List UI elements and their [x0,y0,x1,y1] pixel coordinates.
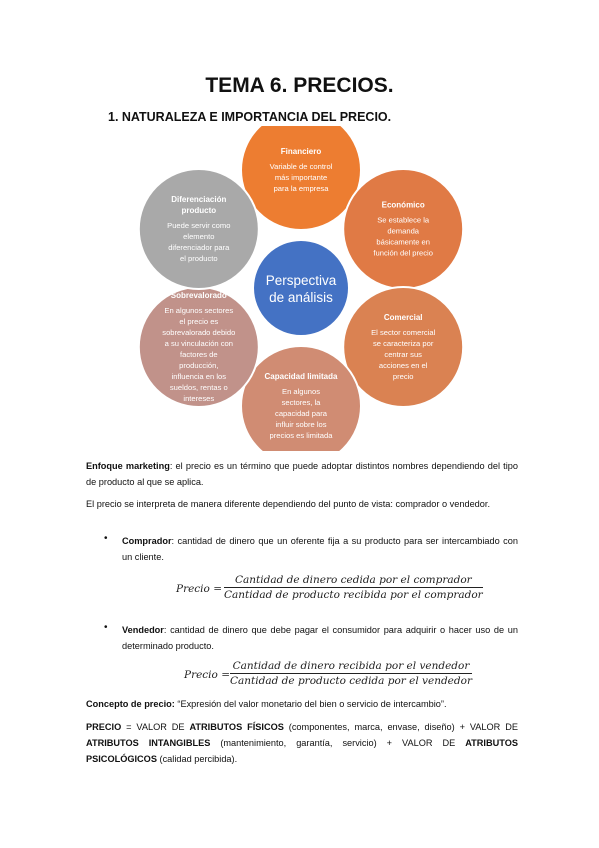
seller-text: : cantidad de dinero que debe pagar el consumidor para adquirir o hacer uso de un determinado producto. [122,625,518,651]
circle-comercial-text: centrar sus [384,350,422,359]
concept-text: “Expresión del valor monetario del bien o servicio de intercambio”. [174,699,447,709]
seller-label: Vendedor [122,625,164,635]
page-title: TEMA 6. PRECIOS. [205,74,394,97]
seller-paragraph [122,622,518,654]
circle-diferenciacion-producto-text: Puede servir como [167,221,231,230]
perspective-diagram [120,126,482,451]
circle-sobrevalorado-text: En algunos sectores [164,306,234,315]
interpretation-paragraph: El precio se interpreta de manera diferente dependiendo del punto de vista: comprador o vendedor. [86,499,491,509]
price-def-text-2: (componentes, marca, envase, diseño) + VALOR DE [283,722,518,732]
buyer-formula-lhs: Precio = [176,583,222,595]
buyer-label: Comprador [122,536,172,546]
circle-sobrevalorado-text: a su vinculación con [164,339,234,348]
circle-financiero-title: Financiero [280,147,322,156]
circle-capacidad-limitada [241,346,361,451]
circle-diferenciacion-producto [139,169,259,289]
circle-capacidad-limitada-text: influir sobre los [275,420,327,429]
circle-capacidad-limitada-text: sectores, la [281,398,321,407]
circle-capacidad-limitada-text: capacidad para [275,409,327,418]
circle-comercial-text: precio [392,372,414,381]
circle-capacidad-limitada-text: En algunos [282,387,320,396]
circle-diferenciacion-producto-title: producto [181,206,217,215]
buyer-formula-denominator: Cantidad de producto recibida por el comprador [224,589,483,601]
center-circle-shape [253,240,349,336]
circle-economico-text: demanda [387,226,420,236]
price-def-text-4: (calidad percibida). [156,754,238,764]
circle-comercial [343,287,463,407]
circle-economico [343,169,463,289]
circle-diferenciacion-producto-text: elemento [183,232,215,241]
buyer-paragraph [122,533,518,565]
seller-formula-fraction [230,660,472,687]
seller-bullet: • [104,622,108,633]
enfoque-label: Enfoque marketing [86,461,170,471]
circle-financiero-text: Variable de control [269,162,333,171]
center-circle-text: Perspectiva [265,273,337,288]
center-circle [253,240,349,336]
circle-sobrevalorado-text: producción, [179,361,219,370]
buyer-formula-fraction [224,574,483,601]
circle-financiero [241,126,361,230]
circle-economico-text: función del precio [373,248,433,258]
price-definition-paragraph [86,719,518,767]
price-def-text-3: (mantenimiento, garantía, servicio) + VALOR DE [210,738,466,748]
circle-diferenciacion-producto-title: Diferenciación [171,195,227,204]
circle-sobrevalorado-text: intereses [183,394,215,403]
price-def-term-1: PRECIO [86,722,122,732]
section-heading: 1. NATURALEZA E IMPORTANCIA DEL PRECIO. [108,110,392,124]
circle-diferenciacion-producto-text: el producto [180,254,218,263]
circle-sobrevalorado-text: sueldos, rentas o [169,383,228,392]
enfoque-paragraph [86,458,518,490]
seller-formula-lhs: Precio = [184,669,230,681]
circle-sobrevalorado-text: factores de [180,350,218,359]
circle-financiero-text: para la empresa [273,184,329,193]
seller-formula-numerator: Cantidad de dinero recibida por el vendedor [230,660,472,674]
seller-formula [184,660,484,694]
circle-comercial-title: Comercial [383,313,423,322]
enfoque-text: : el precio es un término que puede adoptar distintos nombres dependiendo del tipo de producto al que se aplica. [86,461,518,487]
price-def-term-4: ATRIBUTOS PSICOLÓGICOS [86,738,518,764]
circle-comercial-text: El sector comercial [371,328,436,337]
circle-comercial-text: acciones en el [378,361,428,370]
circle-capacidad-limitada-title: Capacidad limitada [264,372,338,381]
circle-economico-text: Se establece la [377,215,430,225]
concept-label: Concepto de precio: [86,699,175,709]
concept-paragraph [86,696,518,712]
buyer-text: : cantidad de dinero que un oferente fija a su producto para ser intercambiado con un cliente. [122,536,518,562]
price-def-text-1: = VALOR DE [121,722,190,732]
buyer-formula-numerator: Cantidad de dinero cedida por el comprador [224,574,483,588]
circle-sobrevalorado [139,287,259,407]
price-def-term-2: ATRIBUTOS FÍSICOS [189,722,284,732]
center-circle-text: de análisis [269,290,333,305]
buyer-bullet: • [104,533,108,544]
seller-formula-denominator: Cantidad de producto cedida por el vendedor [230,675,472,687]
circle-economico-title: Económico [381,200,425,210]
circle-comercial-text: se caracteriza por [373,339,434,348]
circle-sobrevalorado-text: sobrevalorado debido [162,328,236,337]
buyer-formula [176,574,483,608]
circle-capacidad-limitada-text: precios es limitada [269,431,333,440]
circle-financiero-text: más importante [274,173,328,182]
perspective-diagram-svg [120,126,482,451]
circle-sobrevalorado-text: el precio es [179,317,219,326]
circle-economico-text: básicamente en [376,237,431,247]
circle-sobrevalorado-text: influencia en los [171,372,227,381]
circle-diferenciacion-producto-text: diferenciador para [168,243,230,252]
circle-sobrevalorado-title: Sobrevalorado [170,291,227,300]
price-def-term-3: ATRIBUTOS INTANGIBLES [86,738,211,748]
